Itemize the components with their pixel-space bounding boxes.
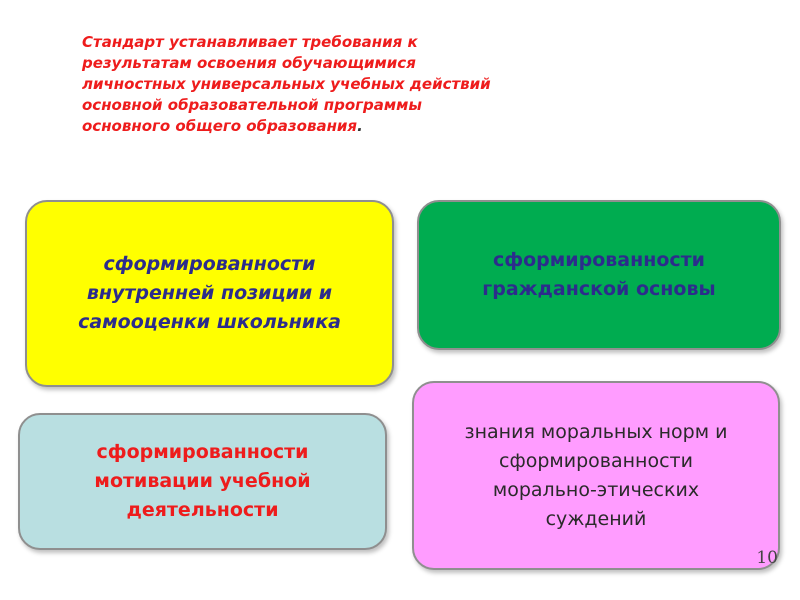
- card-learning-motivation-text: сформированности мотивации учебной деятельности: [94, 441, 311, 521]
- card-civic-basis: [417, 200, 781, 350]
- intro-period: .: [357, 117, 363, 135]
- card-learning-motivation: [18, 413, 387, 550]
- card-inner-position-text: сформированности внутренней позиции и самооценки школьника: [78, 253, 341, 333]
- card-civic-basis-text: сформированности гражданской основы: [482, 249, 716, 300]
- intro-paragraph: [82, 32, 602, 137]
- card-moral-norms-text: знания моральных норм и сформированности морально-этических суждений: [464, 420, 728, 530]
- card-inner-position: [25, 200, 394, 387]
- page-number: 10: [756, 548, 778, 568]
- card-moral-norms: [412, 381, 780, 570]
- intro-text: Стандарт устанавливает требования к результатам освоения обучающимися личностных универсальных учебных действий основной образовательной программы основного общего образования: [82, 33, 491, 135]
